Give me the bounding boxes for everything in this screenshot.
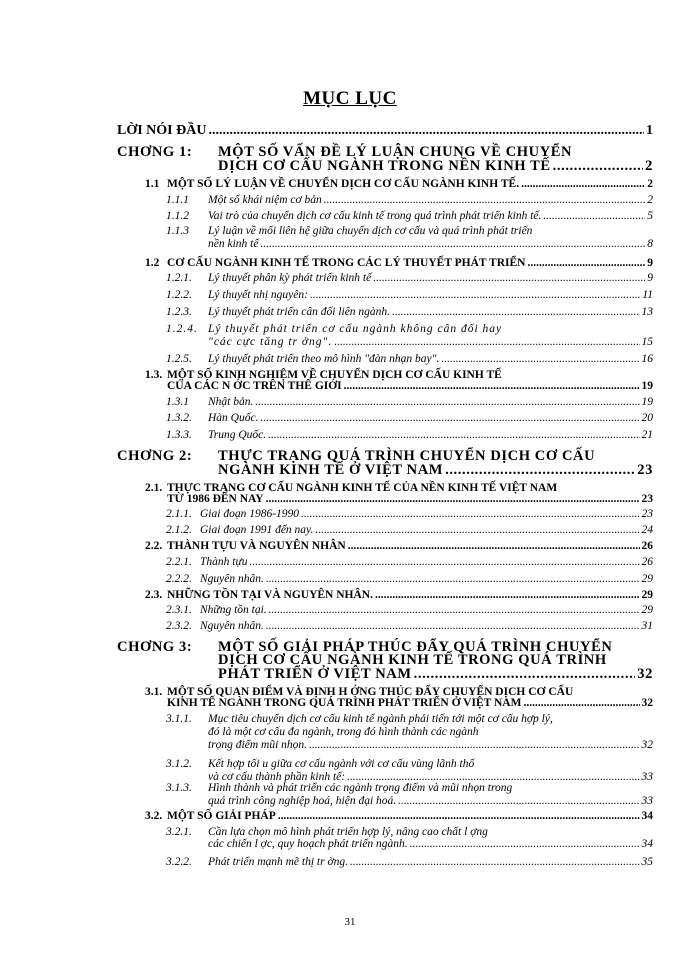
toc-section-2-2[interactable] bbox=[145, 540, 653, 552]
section-title: Những tồn tại. bbox=[200, 604, 267, 616]
chapter-title-line: MỘT SỐ VẤN ĐỀ LÝ LUẬN CHUNG VỀ CHUYỂN bbox=[218, 144, 573, 160]
section-number: 3.1.2. bbox=[166, 758, 192, 770]
toc-subsection-3-2-2[interactable] bbox=[166, 856, 653, 868]
toc-page-number: 20 bbox=[641, 412, 653, 424]
section-number: 1.2.5. bbox=[166, 353, 192, 365]
section-number: 2.3. bbox=[145, 589, 163, 601]
section-title: các chiến l ợc, quy hoạch phát triển ngành. bbox=[208, 838, 408, 850]
section-title: Phát triển mạnh mẽ thị tr ờng. bbox=[208, 856, 348, 868]
section-number: 2.1. bbox=[145, 482, 163, 494]
toc-subsection-1-2-1[interactable] bbox=[166, 272, 653, 284]
section-title: Một số khái niệm cơ bản bbox=[208, 194, 322, 206]
leader-dots bbox=[269, 604, 640, 616]
toc-subsection-1-2-5[interactable] bbox=[166, 353, 653, 365]
leader-dots bbox=[250, 556, 640, 568]
section-title: Cần lựa chọn mô hình phát triển hợp lý, nâng cao chất l ợng bbox=[208, 826, 488, 838]
section-number: 2.2. bbox=[145, 540, 163, 552]
leader-dots bbox=[268, 429, 639, 441]
leader-dots bbox=[334, 336, 639, 348]
leader-dots bbox=[410, 838, 640, 850]
section-title: MỘT SỐ LÝ LUẬN VỀ CHUYỂN DỊCH CƠ CẤU NGÀNH KINH TẾ. bbox=[167, 178, 520, 190]
toc-page-number: 35 bbox=[641, 856, 653, 868]
toc-page-number: 8 bbox=[647, 238, 653, 250]
section-title: trọng điểm mũi nhọn. bbox=[208, 739, 308, 751]
section-number: 1.3.2. bbox=[166, 412, 192, 424]
section-number: 3.1. bbox=[145, 686, 163, 698]
section-title: Lý thuyết phát triển cơ cấu ngành không cân đối hay bbox=[208, 323, 503, 335]
toc-page-number: 32 bbox=[637, 666, 653, 682]
section-number: 1.2.1. bbox=[166, 272, 192, 284]
toc-page-number: 31 bbox=[641, 620, 653, 632]
footer-page-number: 31 bbox=[344, 916, 356, 928]
toc-page-number: 23 bbox=[637, 462, 653, 478]
section-title: Nguyên nhân. bbox=[200, 620, 264, 632]
section-number: 1.2.4. bbox=[166, 323, 198, 335]
section-title: Nhật bản. bbox=[208, 396, 254, 408]
leader-dots bbox=[543, 210, 645, 222]
leader-dots bbox=[445, 462, 635, 479]
leader-dots bbox=[553, 158, 643, 175]
toc-subsection-1-1-2[interactable] bbox=[166, 210, 653, 222]
leader-dots bbox=[521, 178, 645, 190]
toc-section-1-1[interactable] bbox=[145, 178, 653, 190]
toc-page-number: 26 bbox=[641, 540, 653, 552]
toc-page-number: 2 bbox=[647, 178, 653, 190]
toc-page-number: 1 bbox=[646, 123, 653, 138]
section-title: Lý thuyết phát triển cân đối liên ngành. bbox=[208, 306, 391, 318]
toc-page-number: 19 bbox=[641, 380, 653, 392]
toc-page-number: 34 bbox=[641, 838, 653, 850]
toc-entry-preface[interactable] bbox=[117, 123, 653, 139]
section-number: 2.3.1. bbox=[166, 604, 192, 616]
toc-entry-label: LỜI NÓI ĐẦU bbox=[117, 123, 207, 138]
toc-page-number: 33 bbox=[641, 795, 653, 807]
leader-dots bbox=[523, 697, 639, 709]
section-number: 3.2.2. bbox=[166, 856, 192, 868]
leader-dots bbox=[348, 540, 640, 552]
section-title: NHỮNG TỒN TẠI VÀ NGUYÊN NHÂN. bbox=[167, 589, 373, 601]
section-title: THỰC TRẠNG CƠ CẤU NGÀNH KINH TẾ CỦA NỀN KINH TẾ VIỆT NAM bbox=[167, 482, 558, 494]
toc-subsection-2-1-2[interactable] bbox=[166, 524, 653, 536]
leader-dots bbox=[350, 856, 640, 868]
toc-page-number: 29 bbox=[641, 573, 653, 585]
toc-section-2-3[interactable] bbox=[145, 589, 653, 601]
toc-subsection-1-2-2[interactable] bbox=[166, 289, 653, 301]
toc-subsection-2-3-1[interactable] bbox=[166, 604, 653, 616]
section-number: 2.1.2. bbox=[166, 524, 192, 536]
toc-page-number: 19 bbox=[641, 396, 653, 408]
section-number: 3.1.1. bbox=[166, 713, 192, 725]
toc-page-number: 9 bbox=[647, 272, 653, 284]
leader-dots bbox=[344, 380, 640, 392]
toc-page-number: 23 bbox=[641, 508, 653, 520]
toc-subsection-1-3-2[interactable] bbox=[166, 412, 653, 424]
leader-dots bbox=[392, 306, 639, 318]
section-number: 1.1.2 bbox=[166, 210, 189, 222]
toc-page-number: 32 bbox=[641, 697, 653, 709]
section-title: đó là một cơ cấu đa ngành, trong đó hình thành các ngành bbox=[208, 726, 479, 738]
toc-page-number: 5 bbox=[647, 210, 653, 222]
section-title: Giai đoạn 1986-1990 bbox=[200, 508, 300, 520]
leader-dots bbox=[266, 573, 640, 585]
chapter-number: CHƠNG 2: bbox=[117, 448, 193, 464]
section-title: MỘT SỐ QUAN ĐIỂM VÀ ĐỊNH H ỚNG THÚC ĐẨY CHUYỂN DỊCH CƠ CẤU bbox=[167, 686, 574, 698]
section-number: 1.1.3 bbox=[166, 225, 189, 237]
toc-page-number: 11 bbox=[642, 289, 653, 301]
toc-subsection-1-1-1[interactable] bbox=[166, 194, 653, 206]
toc-page-number: 9 bbox=[647, 257, 653, 269]
section-number: 1.3.3. bbox=[166, 429, 192, 441]
section-title: Mục tiêu chuyển dịch cơ cấu kinh tế ngành phải tiến tới một cơ cấu hợp lý, bbox=[208, 713, 553, 725]
section-title: MỘT SỐ GIẢI PHÁP bbox=[167, 810, 276, 822]
toc-subsection-2-2-1[interactable] bbox=[166, 556, 653, 568]
leader-dots bbox=[527, 257, 645, 269]
toc-page-number: 15 bbox=[641, 336, 653, 348]
section-title: KINH TẾ NGÀNH TRONG QUÁ TRÌNH PHÁT TRIỂN Ở VIỆT NAM bbox=[167, 697, 522, 709]
chapter-title-line: DỊCH CƠ CẤU NGÀNH KINH TẾ TRONG QUÁ TRÌNH bbox=[218, 652, 607, 668]
section-title: quá trình công nghiệp hoá, hiện đại hoá. bbox=[208, 795, 397, 807]
section-title: Hàn Quốc. bbox=[208, 412, 259, 424]
chapter-number: CHƠNG 3: bbox=[117, 639, 193, 655]
section-title: Giai đoạn 1991 đến nay. bbox=[200, 524, 314, 536]
toc-subsection-1-3-3[interactable] bbox=[166, 429, 653, 441]
leader-dots bbox=[266, 493, 640, 505]
chapter-number: CHƠNG 1: bbox=[117, 144, 193, 160]
section-number: 3.2. bbox=[145, 810, 163, 822]
leader-dots bbox=[398, 795, 639, 807]
page-title: MỤC LỤC bbox=[303, 88, 397, 109]
section-number: 1.3.1 bbox=[166, 396, 189, 408]
toc-page-number: 23 bbox=[641, 493, 653, 505]
section-title: Nguyên nhân. bbox=[200, 573, 264, 585]
toc-page-number: 16 bbox=[641, 353, 653, 365]
toc-page-number: 13 bbox=[641, 306, 653, 318]
section-number: 3.2.1. bbox=[166, 826, 192, 838]
leader-dots bbox=[441, 353, 639, 365]
leader-dots bbox=[375, 589, 640, 601]
section-number: 1.2 bbox=[145, 257, 160, 269]
toc-page-number: 24 bbox=[641, 524, 653, 536]
section-number: 2.2.1. bbox=[166, 556, 192, 568]
leader-dots bbox=[260, 238, 645, 250]
section-title: Lý thuyết phát triển theo mô hình "đàn nhạn bay". bbox=[208, 353, 440, 365]
chapter-title-line: NGÀNH KINH TẾ Ở VIỆT NAM bbox=[218, 462, 444, 478]
section-number: 1.1.1 bbox=[166, 194, 189, 206]
toc-page-number: 29 bbox=[641, 589, 653, 601]
leader-dots bbox=[310, 289, 640, 301]
chapter-title-line: PHÁT TRIỂN Ở VIỆT NAM bbox=[218, 666, 412, 682]
leader-dots bbox=[255, 396, 639, 408]
leader-dots bbox=[315, 524, 639, 536]
toc-section-1-2[interactable] bbox=[145, 257, 653, 269]
leader-dots bbox=[260, 412, 639, 424]
section-title: Lý luận về mối liên hệ giữa chuyển dịch cơ cấu và quá trình phát triển bbox=[208, 225, 533, 237]
toc-subsection-2-3-2[interactable] bbox=[166, 620, 653, 632]
section-title: Hình thành và phát triển các ngành trọng điểm và mũi nhọn trong bbox=[208, 782, 513, 794]
section-number: 3.1.3. bbox=[166, 782, 192, 794]
section-number: 1.2.2. bbox=[166, 289, 192, 301]
chapter-title-line: MỘT SỐ GIẢI PHÁP THÚC ĐẨY QUÁ TRÌNH CHUYỂN bbox=[218, 639, 613, 655]
toc-page-number: 2 bbox=[647, 194, 653, 206]
toc-page-number: 32 bbox=[641, 739, 653, 751]
toc-page-number: 29 bbox=[641, 604, 653, 616]
section-number: 2.2.2. bbox=[166, 573, 192, 585]
section-title: Lý thuyết nhị nguyên: bbox=[208, 289, 308, 301]
leader-dots bbox=[301, 508, 639, 520]
chapter-title-line: DỊCH CƠ CẤU NGÀNH TRONG NỀN KINH TẾ bbox=[218, 158, 551, 174]
leader-dots bbox=[324, 194, 645, 206]
toc-subsection-1-2-3[interactable] bbox=[166, 306, 653, 318]
leader-dots bbox=[414, 666, 636, 683]
toc-page-number: 33 bbox=[641, 771, 653, 783]
leader-dots bbox=[373, 272, 645, 284]
section-title: nền kinh tế bbox=[208, 238, 259, 250]
section-number: 1.1 bbox=[145, 178, 160, 190]
section-title: Kết hợp tối u giữa cơ cấu ngành với cơ cấu vùng lãnh thổ bbox=[208, 758, 475, 770]
section-title: THÀNH TỰU VÀ NGUYÊN NHÂN bbox=[167, 540, 346, 552]
toc-page-number: 26 bbox=[641, 556, 653, 568]
section-number: 1.2.3. bbox=[166, 306, 192, 318]
toc-section-3-2[interactable] bbox=[145, 810, 653, 822]
section-title: Vai trò của chuyển dịch cơ cấu kinh tế trong quá trình phát triển kinh tế. bbox=[208, 210, 542, 222]
toc-page-number: 34 bbox=[641, 810, 653, 822]
leader-dots bbox=[266, 620, 640, 632]
toc-page-number: 2 bbox=[645, 158, 653, 174]
leader-dots bbox=[208, 123, 644, 139]
section-title: "các cực tăng tr ởng". bbox=[208, 336, 333, 348]
section-title: MỘT SỐ KINH NGHIỆM VỀ CHUYỂN DỊCH CƠ CẤU KINH TẾ bbox=[167, 369, 502, 381]
section-title: CƠ CẤU NGÀNH KINH TẾ TRONG CÁC LÝ THUYẾT PHÁT TRIỂN bbox=[167, 257, 526, 269]
toc-subsection-2-1-1[interactable] bbox=[166, 508, 653, 520]
section-number: 1.3. bbox=[145, 369, 163, 381]
leader-dots bbox=[278, 810, 640, 822]
section-number: 2.1.1. bbox=[166, 508, 192, 520]
section-title: và cơ cấu thành phần kinh tế: bbox=[208, 771, 346, 783]
section-title: CỦA CÁC N ỚC TRÊN THẾ GIỚI bbox=[167, 380, 342, 392]
section-title: Trung Quốc. bbox=[208, 429, 267, 441]
toc-subsection-2-2-2[interactable] bbox=[166, 573, 653, 585]
toc-subsection-1-3-1[interactable] bbox=[166, 396, 653, 408]
section-title: Lý thuyết phân kỳ phát triển kinh tế bbox=[208, 272, 372, 284]
toc-page-number: 21 bbox=[641, 429, 653, 441]
chapter-title-line: THỰC TRẠNG QUÁ TRÌNH CHUYỂN DỊCH CƠ CẤU bbox=[218, 448, 596, 464]
leader-dots bbox=[309, 739, 639, 751]
section-number: 2.3.2. bbox=[166, 620, 192, 632]
section-title: TỪ 1986 ĐẾN NAY bbox=[167, 493, 264, 505]
section-title: Thành tựu bbox=[200, 556, 248, 568]
